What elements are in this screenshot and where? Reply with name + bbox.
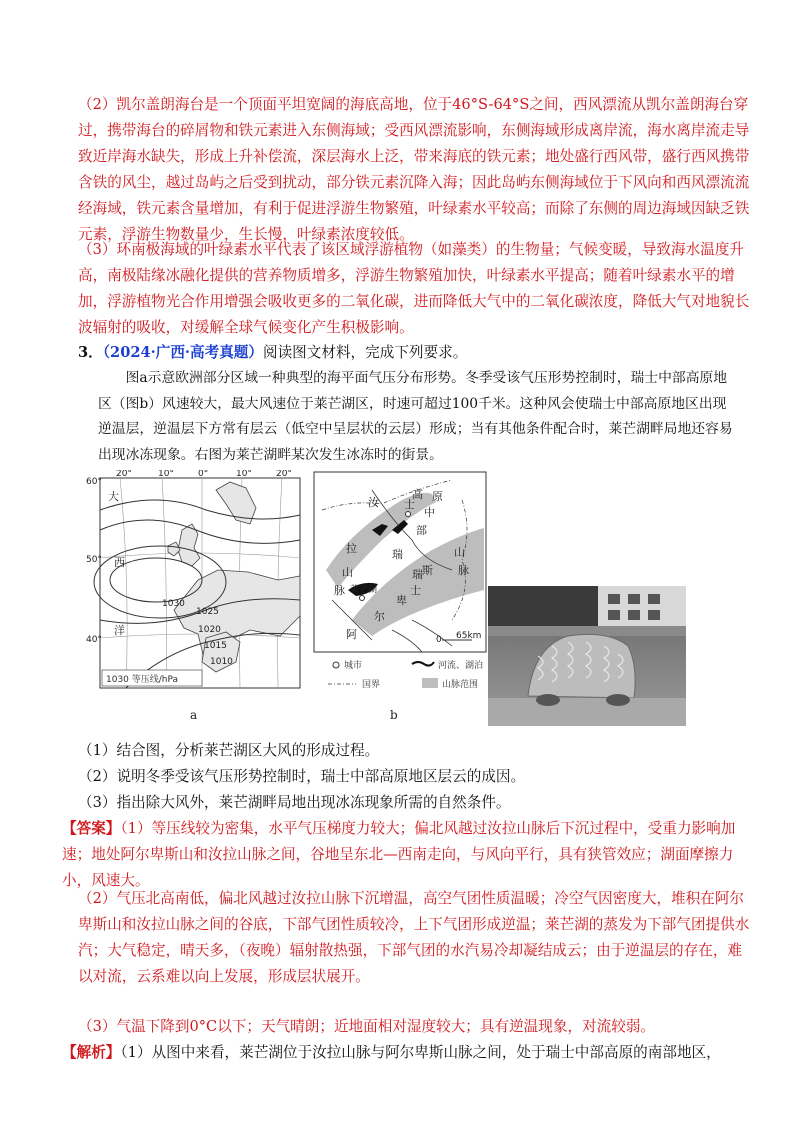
analysis-part1-text: （1）从图中来看，莱芒湖位于汝拉山脉与阿尔卑斯山脉之间，处于瑞士中部高原的南部地区，	[120, 1044, 721, 1061]
ocean-label-1: 大	[108, 490, 119, 503]
map-label-a: 阿	[346, 628, 357, 641]
lon-label-2: 10°	[158, 470, 174, 479]
map-label-rui: 瑞	[392, 548, 403, 561]
map-label-shi: 士	[404, 498, 415, 511]
answer-part2: （2）气压北高南低，偏北风越过汝拉山脉下沉增温，高空气团性质温暖；冷空气因密度大，堆积在阿尔卑斯山和汝拉山脉之间的谷底，下部气团性质较冷，上下气团形成逆温；莱芒湖的蒸发为下部气团提供水汽；大气稳定，晴天多，（夜晚）辐射散热强，下部气团的水汽易冷却凝结成云；由于逆温层的存在，难以对流，云系难以向上发展，形成层状展开。	[78, 890, 750, 985]
answer-part2-previous: （2）凯尔盖朗海台是一个顶面平坦宽阔的海底高地，位于46°S-64°S之间，西风漂流从凯尔盖朗海台穿过，携带海台的碎屑物和铁元素进入东侧海域；受西风漂流影响，东侧海域形成离岸流，海水离岸流走导致近岸海水缺失，形成上升补偿流，深层海水上泛，带来海底的铁元素；地处盛行西风带，盛行西风携带含铁的风尘，越过岛屿之后受到扰动，部分铁元素沉降入海；因此岛屿东侧海域位于下风向和西风漂流流经海域，铁元素含量增加，有利于促进浮游生物繁殖，叶绿素水平较高；而除了东侧的周边海域因缺乏铁元素，浮游生物数量少，生长慢，叶绿素浓度较低。	[78, 96, 750, 243]
analysis-part1	[62, 1040, 750, 1066]
sub-question-1: （1）结合图，分析莱芒湖区大风的形成过程。	[78, 742, 380, 759]
legend-city: 城市	[344, 661, 363, 671]
map-label-shan1: 山	[342, 566, 353, 579]
frozen-car-illustration	[488, 586, 686, 726]
isobar-legend: 1030 等压线/hPa	[106, 675, 179, 685]
map-label-mai1: 脉	[334, 584, 345, 597]
isobar-label-1030: 1030	[162, 599, 185, 609]
map-label-shi2: 士	[410, 584, 421, 597]
figure-b-caption: b	[390, 708, 398, 722]
answer-part3-previous: （3）环南极海域的叶绿素水平代表了该区域浮游植物（如藻类）的生物量；气候变暖，导致海水温度升高，南极陆缘冰融化提供的营养物质增多，浮游生物繁殖加快，叶绿素水平提高；随着叶绿素水平的增加，浮游植物光合作用增强会吸收更多的二氧化碳，进而降低大气中的二氧化碳浓度，降低大气对地貌长波辐射的吸收，对缓解全球气候变化产生积极影响。	[78, 241, 750, 336]
isobar-label-1010: 1010	[210, 657, 233, 667]
isobar-label-1020: 1020	[198, 625, 221, 635]
legend-mountain: 山脉范围	[442, 680, 479, 690]
lat-label-2: 50°	[86, 555, 102, 565]
isobar-label-1025: 1025	[196, 607, 219, 617]
lon-label-4: 10°	[236, 470, 252, 479]
legend-river: 河流、湖泊	[438, 661, 484, 671]
answer-part1-text: （1）等压线较为密集，水平气压梯度力较大；偏北风越过汝拉山脉后下沉过程中，受重力影响加速；地处阿尔卑斯山和汝拉山脉之间，谷地呈东北—西南走向，与风向平行，具有狭管效应；湖面摩擦力小，风速大。	[62, 820, 736, 889]
map-label-rui2: 瑞	[412, 568, 423, 581]
svg-text:0: 0	[436, 635, 442, 645]
lat-label-1: 60°	[86, 477, 102, 487]
question-header	[78, 340, 750, 366]
answer-part3: （3）气温下降到0°C以下；天气晴朗；近地面相对湿度较大；具有逆温现象，对流较弱。	[78, 1018, 656, 1035]
swiss-map	[312, 470, 490, 710]
map-label-la: 拉	[346, 542, 357, 555]
map-label-gao: 高	[412, 488, 423, 501]
ocean-label-3: 洋	[114, 624, 125, 637]
map-label-si: 斯	[422, 564, 433, 577]
analysis-tag: 【解析】	[62, 1044, 121, 1061]
map-label-yuan: 原	[432, 490, 443, 503]
ocean-label-2: 西	[114, 556, 125, 569]
frozen-car-photo	[488, 586, 686, 726]
question-number: 3．	[78, 344, 103, 361]
sub-question-2: （2）说明冬季受该气压形势控制时，瑞士中部高原地区层云的成因。	[78, 768, 526, 785]
lon-label-1: 20°	[116, 470, 132, 479]
lat-label-3: 40°	[86, 635, 102, 645]
map-label-ru: 汝	[368, 496, 379, 509]
map-label-bei: 卑	[396, 594, 407, 607]
map-label-shan2: 山	[454, 546, 465, 559]
figure-b	[312, 470, 490, 710]
question-material: 图a示意欧洲部分区域一种典型的海平面气压分布形势。冬季受该气压形势控制时，瑞士中部高原地区（图b）风速较大，最大风速位于莱芒湖区，时速可超过100千米。这种风会使瑞士中部高原地区出现逆温层，逆温层下方常有层云（低空中呈层状的云层）形成；当有其他条件配合时，莱芒湖畔局地还容易出现冰冻现象。右图为莱芒湖畔某次发生冰冻时的街景。	[98, 370, 733, 463]
answer-tag: 【答案】	[62, 820, 121, 837]
lon-label-3: 0°	[198, 470, 209, 479]
isobar-map	[86, 470, 312, 710]
sub-question-3: （3）指出除大风外，莱芒湖畔局地出现冰冻现象所需的自然条件。	[78, 794, 511, 811]
legend-border: 国界	[362, 680, 381, 690]
figure-a	[86, 470, 312, 710]
figure-a-caption: a	[190, 708, 198, 722]
map-scale: 65km	[456, 631, 482, 641]
map-label-mai2: 脉	[458, 564, 469, 577]
map-label-er: 尔	[374, 610, 385, 623]
answer-part1	[62, 816, 750, 894]
question-prompt: 阅读图文材料，完成下列要求。	[262, 344, 468, 361]
question-source: （2024·广西·高考真题）	[102, 344, 263, 361]
isobar-label-1015: 1015	[204, 641, 227, 651]
map-label-lake: 莱芒湖	[350, 585, 378, 595]
map-label-bu: 部	[416, 524, 427, 537]
lon-label-5: 20°	[276, 470, 292, 479]
map-label-zhong: 中	[424, 506, 435, 519]
